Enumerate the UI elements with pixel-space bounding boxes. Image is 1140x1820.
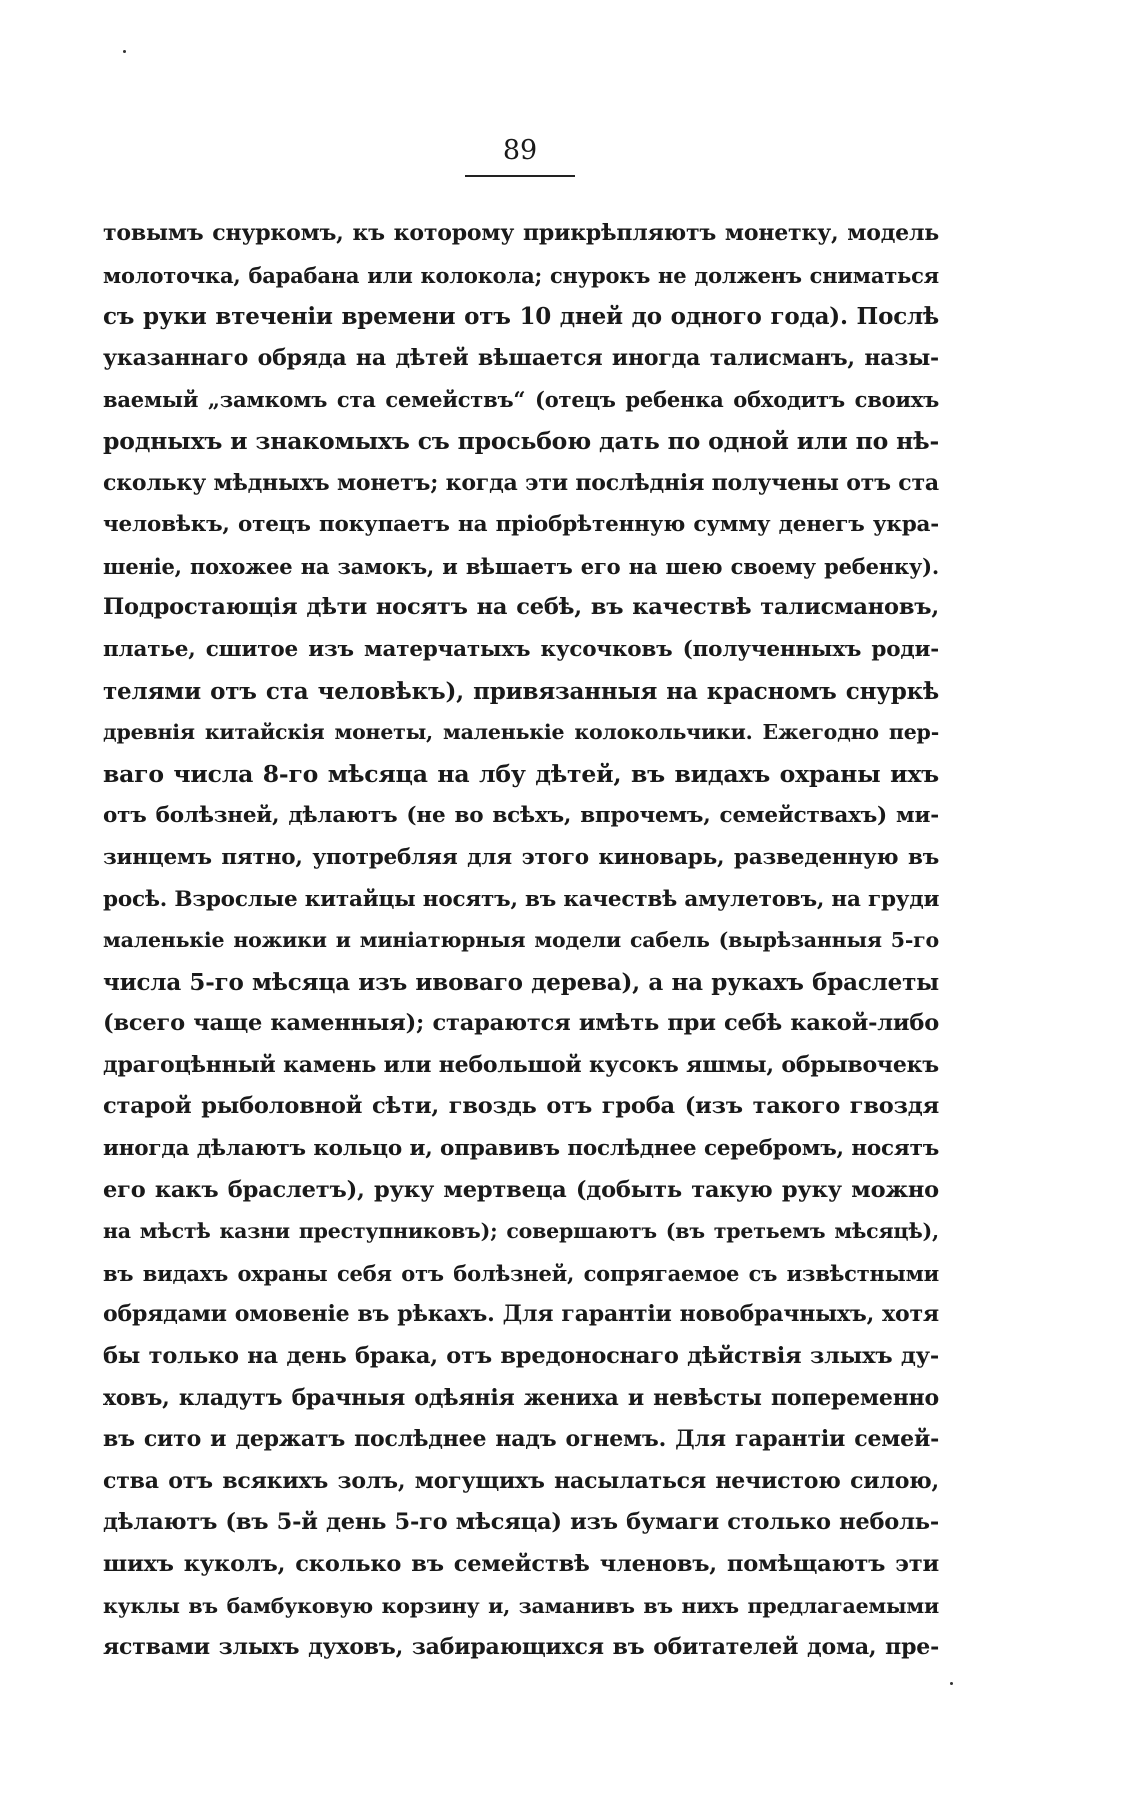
text-line: скольку мѣдныхъ монетъ; когда эти послѣднія получены отъ ста (103, 469, 939, 496)
text-line: въ сито и держатъ послѣднее надъ огнемъ. Для гарантіи семей- (103, 1426, 939, 1453)
body-text (103, 213, 939, 1669)
text-line: ваемый „замкомъ ста семействъ“ (отецъ ребенка обходитъ своихъ (103, 387, 939, 413)
text-line: старой рыболовной сѣти, гвоздь отъ гроба (изъ такого гвоздя (103, 1093, 939, 1120)
text-line: его какъ браслетъ), руку мертвеца (добыть такую руку можно (103, 1176, 939, 1203)
text-line: молоточка, барабана или колокола; снурокъ не долженъ сниматься (103, 262, 939, 288)
text-line: росѣ. Взрослые китайцы носятъ, въ качествѣ амулетовъ, на груди (103, 886, 940, 912)
text-line: платье, сшитое изъ матерчатыхъ кусочковъ (полученныхъ роди- (103, 636, 939, 662)
text-line: ваго числа 8-го мѣсяца на лбу дѣтей, въ видахъ охраны ихъ (103, 759, 939, 788)
page-number: 89 (502, 135, 538, 166)
text-line: обрядами омовеніе въ рѣкахъ. Для гарантіи новобрачныхъ, хотя (103, 1301, 939, 1328)
text-line: числа 5-го мѣсяца изъ ивоваго дерева), а на рукахъ браслеты (103, 968, 939, 996)
text-line: въ видахъ охраны себя отъ болѣзней, сопрягаемое съ извѣстными (103, 1260, 939, 1286)
text-line: указаннаго обряда на дѣтей вѣшается иногда талисманъ, назы- (103, 344, 939, 371)
text-line: телями отъ ста человѣкъ), привязанныя на красномъ снуркѣ (103, 677, 939, 705)
text-line: съ руки втеченіи времени отъ 10 дней до одного года). Послѣ (103, 303, 939, 331)
text-line: отъ болѣзней, дѣлаютъ (не во всѣхъ, впрочемъ, семействахъ) ми- (103, 803, 939, 829)
text-line: ховъ, кладутъ брачныя одѣянія жениха и невѣсты попеременно (103, 1384, 939, 1411)
text-line: иногда дѣлаютъ кольцо и, оправивъ послѣднее серебромъ, носятъ (103, 1136, 939, 1162)
text-line: ства отъ всякихъ золъ, могущихъ насылаться нечистою силою, (103, 1467, 939, 1494)
text-line: дѣлаютъ (въ 5-й день 5-го мѣсяца) изъ бумаги столько неболь- (103, 1509, 939, 1536)
text-line: маленькіе ножики и миніатюрныя модели сабель (вырѣзанныя 5-го (103, 928, 939, 953)
text-line: зинцемъ пятно, употребляя для этого киноварь, разведенную въ (103, 844, 939, 870)
page-number-rule (465, 175, 575, 177)
text-line: яствами злыхъ духовъ, забирающихся въ обитателей дома, пре- (103, 1634, 939, 1661)
margin-speck (950, 1682, 953, 1685)
text-line: древнія китайскія монеты, маленькіе колокольчики. Ежегодно пер- (103, 720, 939, 745)
text-line: куклы въ бамбуковую корзину и, заманивъ въ нихъ предлагаемыми (103, 1593, 939, 1618)
text-line: Подростающія дѣти носятъ на себѣ, въ качествѣ талисмановъ, (103, 594, 939, 621)
text-line: бы только на день брака, отъ вредоноснаго дѣйствія злыхъ ду- (103, 1343, 939, 1370)
text-line: товымъ снуркомъ, къ которому прикрѣпляютъ монетку, модель (103, 220, 939, 246)
text-line: родныхъ и знакомыхъ съ просьбою дать по одной или по нѣ- (103, 426, 939, 455)
text-line: (всего чаще каменныя); стараются имѣть при себѣ какой-либо (103, 1010, 939, 1037)
text-line: шеніе, похожее на замокъ, и вѣшаетъ его на шею своему ребенку). (103, 553, 939, 579)
text-line: на мѣстѣ казни преступниковъ); совершаютъ (въ третьемъ мѣсяцѣ), (103, 1219, 939, 1244)
text-line: шихъ куколъ, сколько въ семействѣ членовъ, помѣщаютъ эти (103, 1551, 939, 1577)
text-line: человѣкъ, отецъ покупаетъ на пріобрѣтенную сумму денегъ укра- (103, 512, 939, 538)
margin-speck (123, 50, 126, 53)
text-line: драгоцѣнный камень или небольшой кусокъ яшмы, обрывочекъ (103, 1051, 939, 1078)
